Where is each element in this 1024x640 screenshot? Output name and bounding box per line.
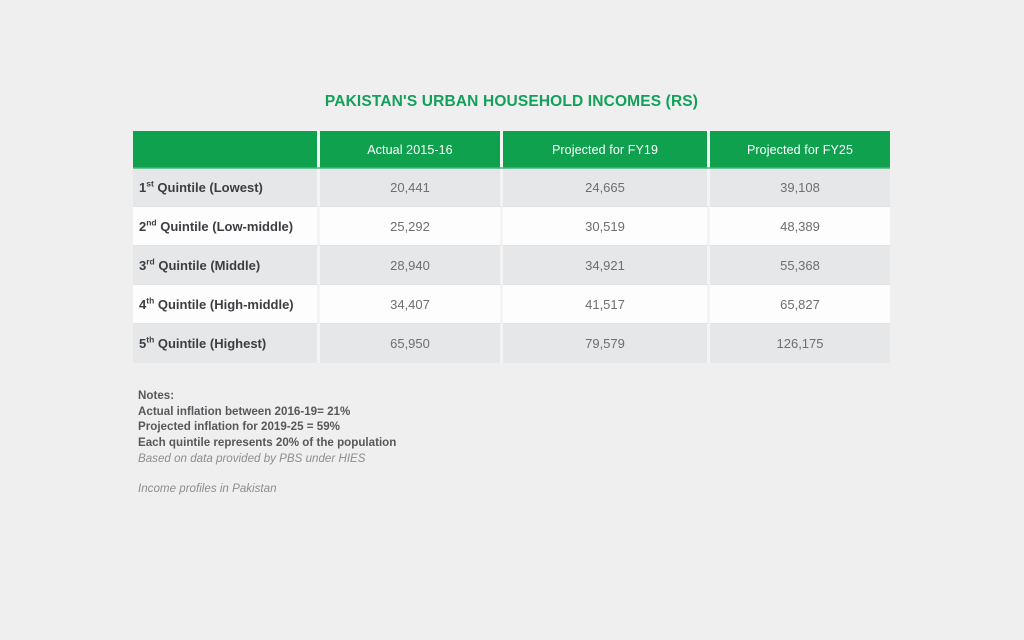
figure-caption: Income profiles in Pakistan	[138, 482, 277, 495]
cell-actual-2015-16: 28,940	[320, 246, 503, 285]
column-header-quintile	[133, 131, 320, 168]
row-ordinal-suffix: th	[146, 295, 155, 306]
cell-projected-fy25: 39,108	[710, 168, 890, 207]
cell-projected-fy19: 79,579	[503, 324, 710, 363]
column-header-projected-fy25: Projected for FY25	[710, 131, 890, 168]
row-label	[133, 246, 320, 285]
cell-projected-fy25: 55,368	[710, 246, 890, 285]
cell-projected-fy19: 24,665	[503, 168, 710, 207]
row-label	[133, 207, 320, 246]
row-ordinal: 4	[139, 296, 147, 312]
table-row	[133, 168, 890, 207]
notes-heading: Notes:	[138, 389, 175, 402]
row-ordinal-suffix: st	[146, 178, 154, 189]
table-row	[133, 246, 890, 285]
note-projected-inflation: Projected inflation for 2019-25 = 59%	[138, 420, 340, 434]
row-label	[133, 324, 320, 363]
row-ordinal-suffix: nd	[146, 217, 157, 228]
cell-actual-2015-16: 65,950	[320, 324, 503, 363]
column-header-actual-2015-16: Actual 2015-16	[320, 131, 503, 168]
row-ordinal: 2	[139, 218, 147, 234]
row-label-text: Quintile (Lowest)	[153, 179, 263, 195]
row-label	[133, 168, 320, 207]
table-header	[133, 131, 890, 168]
table-header-row	[133, 131, 890, 168]
note-data-source: Based on data provided by PBS under HIES	[138, 451, 366, 465]
header-underline-divider	[133, 167, 890, 169]
cell-projected-fy19: 34,921	[503, 246, 710, 285]
table-row	[133, 324, 890, 363]
income-table-container	[133, 131, 890, 363]
cell-projected-fy19: 30,519	[503, 207, 710, 246]
cell-projected-fy25: 126,175	[710, 324, 890, 363]
row-ordinal-suffix: th	[146, 334, 155, 345]
row-label-text: Quintile (Highest)	[154, 336, 267, 351]
cell-actual-2015-16: 20,441	[320, 168, 503, 207]
table-row	[133, 207, 890, 246]
cell-projected-fy25: 48,389	[710, 207, 890, 246]
row-label-text: Quintile (Middle)	[154, 257, 261, 273]
row-ordinal: 1	[139, 179, 147, 195]
cell-projected-fy19: 41,517	[503, 285, 710, 324]
table-row	[133, 285, 890, 324]
column-header-projected-fy19: Projected for FY19	[503, 131, 710, 168]
note-actual-inflation: Actual inflation between 2016-19= 21%	[138, 404, 351, 418]
row-label-text: Quintile (Low-middle)	[156, 218, 294, 234]
table-body	[133, 168, 890, 363]
income-table	[133, 131, 890, 363]
page-title: PAKISTAN'S URBAN HOUSEHOLD INCOMES (RS)	[324, 93, 699, 110]
note-quintile-definition: Each quintile represents 20% of the population	[138, 436, 397, 450]
notes-block	[138, 388, 738, 467]
row-ordinal: 5	[139, 336, 147, 351]
cell-actual-2015-16: 25,292	[320, 207, 503, 246]
row-ordinal-suffix: rd	[146, 256, 155, 267]
cell-actual-2015-16: 34,407	[320, 285, 503, 324]
cell-projected-fy25: 65,827	[710, 285, 890, 324]
row-label-text: Quintile (High-middle)	[154, 296, 294, 312]
row-label	[133, 285, 320, 324]
row-ordinal: 3	[139, 257, 147, 273]
